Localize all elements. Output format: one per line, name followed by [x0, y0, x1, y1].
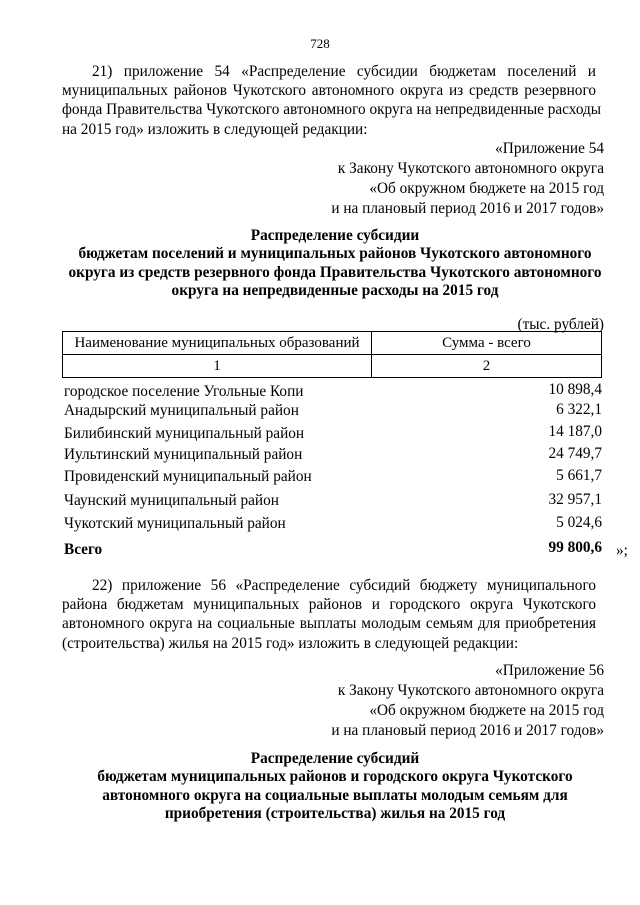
table-row-value: 5 661,7: [556, 467, 602, 484]
table-row-value: 10 898,4: [548, 381, 602, 398]
table-total-value: 99 800,6: [548, 539, 602, 556]
paragraph-line: 21) приложение 54 «Распределение субсидии бюджетам поселений и: [92, 63, 596, 80]
amendment-21-paragraph: [62, 62, 602, 139]
column-number-2: 2: [372, 355, 602, 378]
paragraph-line: района бюджетам муниципальных районов и городского округа Чукотского: [62, 596, 596, 614]
table-row-name: городское поселение Угольные Копи: [64, 383, 304, 400]
table-row-value: 6 322,1: [556, 401, 602, 418]
title-line: округа из средств резервного фонда Правительства Чукотского автономного: [68, 263, 602, 281]
table-row-name: Иультинский муниципальный район: [64, 446, 303, 463]
units-label: (тыс. рублей): [517, 316, 604, 333]
paragraph-line: (строительства) жилья на 2015 год» изложить в следующей редакции:: [62, 634, 519, 652]
appendix-line: к Закону Чукотского автономного округа: [337, 682, 604, 699]
appendix-56-title: [40, 750, 630, 823]
table-row-name: Чаунский муниципальный район: [64, 492, 279, 509]
table-header: [62, 331, 602, 378]
title-line: бюджетам муниципальных районов и городского округа Чукотского: [97, 768, 573, 786]
paragraph-line: 22) приложение 56 «Распределение субсидий бюджету муниципального: [92, 577, 596, 594]
table-row-value: 14 187,0: [548, 423, 602, 440]
closing-quote: »;: [616, 542, 628, 559]
title-line: округа на непредвиденные расходы на 2015 год: [171, 281, 499, 299]
table-row-name: Провиденский муниципальный район: [64, 468, 312, 485]
column-header-name: Наименование муниципальных образований: [63, 332, 372, 355]
page-number: 728: [310, 36, 330, 51]
title-line: автономного округа на социальные выплаты молодым семьям для: [102, 786, 568, 804]
table-row-value: 24 749,7: [548, 445, 602, 462]
table-row-name: Чукотский муниципальный район: [64, 515, 286, 532]
amendment-22-paragraph: [62, 576, 596, 653]
appendix-line: «Приложение 56: [495, 662, 604, 679]
appendix-line: «Об окружном бюджете на 2015 год: [369, 180, 604, 197]
appendix-54-reference: [331, 139, 604, 219]
appendix-line: и на плановый период 2016 и 2017 годов»: [331, 722, 604, 739]
paragraph-line: на 2015 год» изложить в следующей редакции:: [62, 120, 368, 138]
appendix-line: и на плановый период 2016 и 2017 годов»: [331, 200, 604, 217]
appendix-line: к Закону Чукотского автономного округа: [337, 160, 604, 177]
column-header-sum: Сумма - всего: [372, 332, 602, 355]
title-line: Распределение субсидий: [250, 750, 420, 767]
table-row-value: 32 957,1: [548, 491, 602, 508]
appendix-56-reference: [331, 661, 604, 741]
table-row-value: 5 024,6: [556, 514, 602, 531]
paragraph-line: фонда Правительства Чукотского автономного округа на непредвиденные расходы: [62, 101, 602, 119]
paragraph-line: муниципальных районов Чукотского автономного округа из средств резервного: [62, 82, 596, 100]
table-total-label: Всего: [64, 541, 103, 558]
appendix-line: «Приложение 54: [495, 140, 604, 157]
column-number-1: 1: [63, 355, 372, 378]
appendix-line: «Об окружном бюджете на 2015 год: [369, 702, 604, 719]
table-row-name: Анадырский муниципальный район: [64, 402, 299, 419]
table-row-name: Билибинский муниципальный район: [64, 425, 305, 442]
title-line: приобретения (строительства) жилья на 2015 год: [164, 804, 506, 822]
title-line: Распределение субсидии: [250, 227, 420, 244]
paragraph-line: автономного округа на социальные выплаты молодым семьям для приобретения: [62, 615, 596, 633]
appendix-54-title: [40, 227, 630, 300]
title-line: бюджетам поселений и муниципальных районов Чукотского автономного: [78, 245, 592, 263]
